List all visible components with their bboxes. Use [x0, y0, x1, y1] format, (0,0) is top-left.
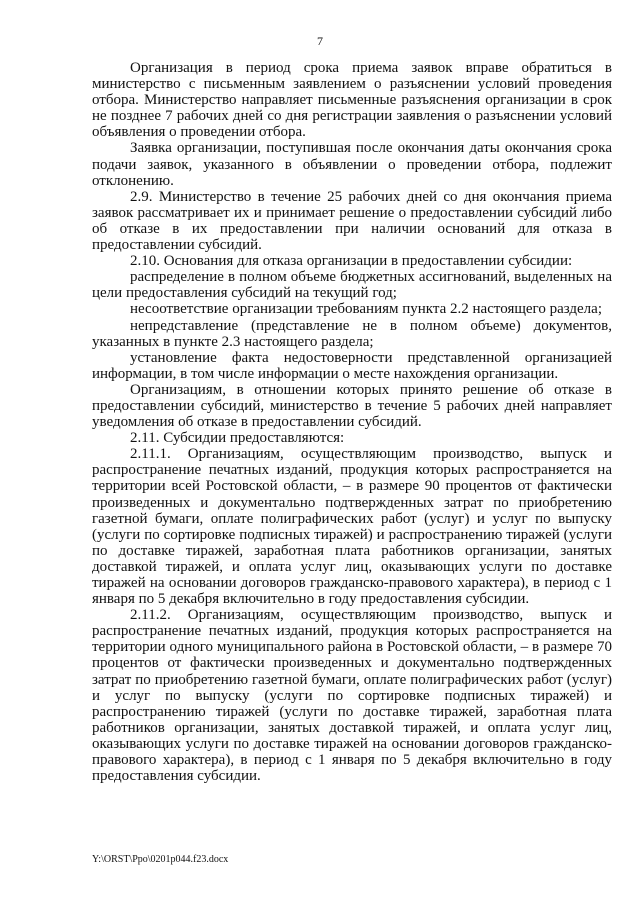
- paragraph-2-10: 2.10. Основания для отказа организации в предоставлении субсидии:: [130, 253, 573, 270]
- paragraph-clarification-request: Организация в период срока приема заявок вправе обратиться в министерство с письменным заявлением о разъяснении условий проведения отбора. Министерство направляет письменные разъяснения организации в срок не позднее 7 рабочих дней со дня регистрации заявления о разъяснении условий объявления о проведении отбора.: [92, 60, 612, 141]
- paragraph-refusal-notice: Организациям, в отношении которых принято решение об отказе в предоставлении субсидий, министерство в течение 5 рабочих дней направляет уведомления об отказе в предоставлении субсидий.: [92, 381, 612, 431]
- paragraph-2-11-1: 2.11.1. Организациям, осуществляющим производство, выпуск и распространение печатных изданий, продукция которых распространяется на территории всей Ростовской области, – в размере 90 процентов от фактически произведенных и документально подтвержденных затрат по приобретению газетной бумаги, оплате полиграфических работ (услуг) и услуг по выпуску (услуги по сортировке подписных тиражей) и распространению тиражей (услуги по доставке тиражей, заработная плата работников организации, занятых доставкой тиражей, и оплата услуг лиц, оказывающих услуги по доставке тиражей на основании договоров гражданско-правового характера), в период с 1 января по 5 декабря включительно в году предоставления субсидии.: [92, 446, 612, 608]
- paragraph-refusal-reason-1: распределение в полном объеме бюджетных ассигнований, выделенных на цели предоставления субсидий на текущий год;: [92, 269, 612, 302]
- paragraph-late-application: Заявка организации, поступившая после окончания даты окончания срока подачи заявок, указанного в объявлении о проведении отбора, подлежит отклонению.: [92, 140, 612, 189]
- paragraph-2-11: 2.11. Субсидии предоставляются:: [130, 430, 345, 447]
- paragraph-refusal-reason-4: установление факта недостоверности представленной организацией информации, в том числе информации о месте нахождения организации.: [92, 349, 612, 382]
- file-path-footer: Y:\ORST\Ppo\0201p044.f23.docx: [92, 854, 229, 865]
- paragraph-2-11-2: 2.11.2. Организациям, осуществляющим производство, выпуск и распространение печатных изданий, продукция которых распространяется на территории одного муниципального района в Ростовской области, – в размере 70 процентов от фактически произведенных и документально подтвержденных затрат по приобретению газетной бумаги, оплате полиграфических работ (услуг) и услуг по выпуску (услуги по сортировке подписных тиражей) и распространению тиражей (услуги по доставке тиражей, заработная плата работников организации, занятых доставкой тиражей, и оплата услуг лиц, оказывающих услуги по доставке тиражей на основании договоров гражданско-правового характера), в период с 1 января по 5 декабря включительно в году предоставления субсидии.: [92, 607, 612, 785]
- paragraph-refusal-reason-2: несоответствие организации требованиям пункта 2.2 настоящего раздела;: [130, 301, 602, 318]
- paragraph-2-9: 2.9. Министерство в течение 25 рабочих дней со дня окончания приема заявок рассматривает их и принимает решение о предоставлении субсидий либо об отказе в их предоставлении при наличии оснований для отказа в предоставлении субсидий.: [92, 188, 612, 254]
- paragraph-refusal-reason-3: непредставление (представление не в полном объеме) документов, указанных в пункте 2.3 настоящего раздела;: [92, 317, 612, 350]
- page-number: 7: [317, 34, 323, 48]
- document-body: [92, 60, 612, 784]
